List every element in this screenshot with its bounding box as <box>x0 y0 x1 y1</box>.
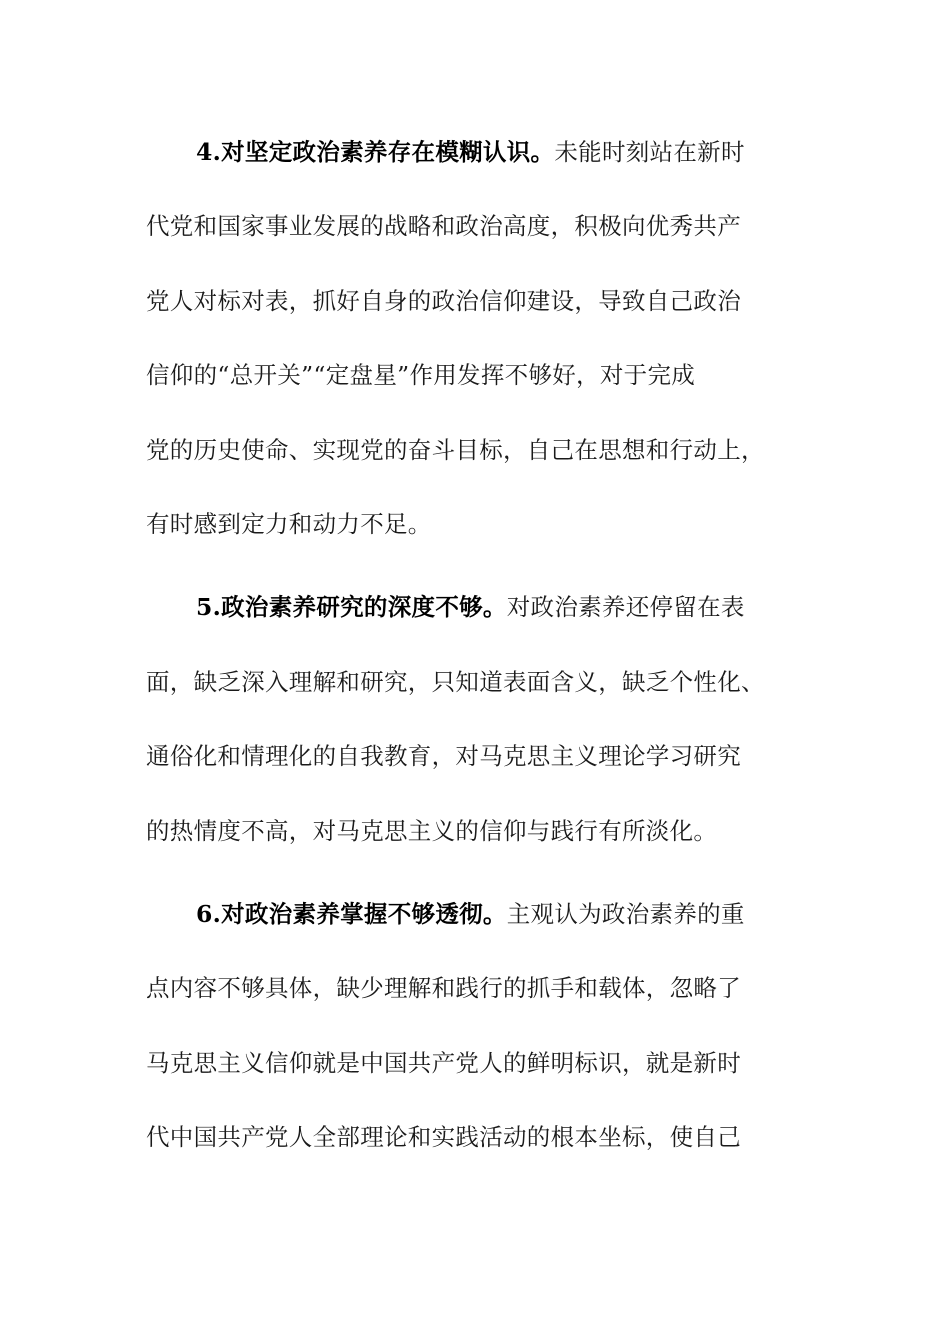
paragraph-5-line-4: 的热情度不高，对马克思主义的信仰与践行有所淡化。 <box>146 817 718 845</box>
paragraph-6-text: 主观认为政治素养的重 <box>506 900 745 928</box>
paragraph-4-line-5: 党的历史使命、实现党的奋斗目标，自己在思想和行动上， <box>146 436 765 464</box>
paragraph-6-line-2: 点内容不够具体，缺少理解和践行的抓手和载体，忽略了 <box>146 974 741 1002</box>
paragraph-4-line-2: 代党和国家事业发展的战略和政治高度，积极向优秀共产 <box>146 212 741 240</box>
paragraph-6-line-3: 马克思主义信仰就是中国共产党人的鲜明标识，就是新时 <box>146 1049 741 1077</box>
paragraph-5-line-3: 通俗化和情理化的自我教育，对马克思主义理论学习研究 <box>146 742 741 770</box>
paragraph-5-heading: 5.政治素养研究的深度不够。 <box>196 593 507 621</box>
paragraph-4-line-6: 有时感到定力和动力不足。 <box>146 510 432 538</box>
paragraph-6-line-4: 代中国共产党人全部理论和实践活动的根本坐标，使自己 <box>146 1123 741 1151</box>
paragraph-6-line-1 <box>196 892 856 936</box>
paragraph-4-line-3: 党人对标对表，抓好自身的政治信仰建设，导致自己政治 <box>146 287 741 315</box>
paragraph-5-text: 对政治素养还停留在表 <box>506 593 745 621</box>
paragraph-4-line-4: 信仰的“总开关”“定盘星”作用发挥不够好，对于完成 <box>146 361 696 389</box>
paragraph-5-line-2: 面，缺乏深入理解和研究，只知道表面含义，缺乏个性化、 <box>146 668 765 696</box>
paragraph-6-heading: 6.对政治素养掌握不够透彻。 <box>196 900 507 928</box>
paragraph-5-line-1 <box>196 585 856 629</box>
paragraph-4-line-1 <box>196 130 856 174</box>
paragraph-4-heading: 4.对坚定政治素养存在模糊认识。 <box>196 138 555 166</box>
paragraph-4-text: 未能时刻站在新时 <box>554 138 745 166</box>
